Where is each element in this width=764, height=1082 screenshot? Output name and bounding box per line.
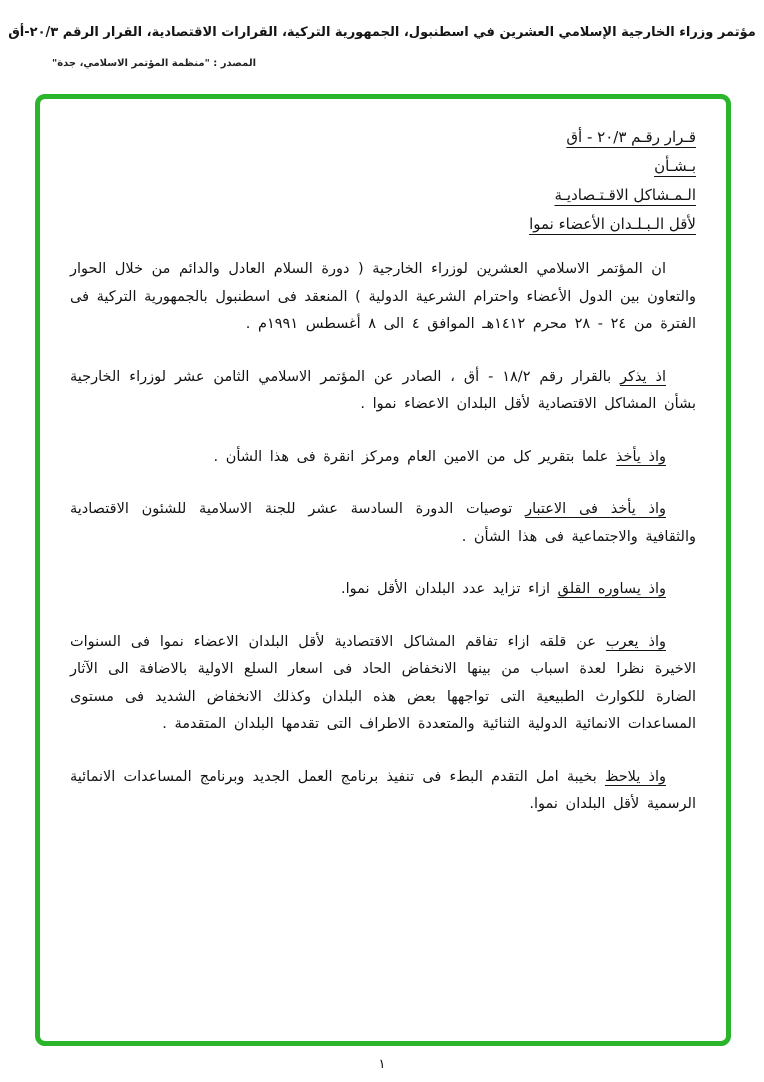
- source-line: المصدر : "منظمة المؤتمر الاسلامي، جدة": [52, 58, 257, 69]
- paragraph-text: توصيات الدورة السادسة عشر للجنة الاسلامية للشئون الاقتصادية والثقافية والاجتماعية فى هذا الشأن .: [70, 501, 696, 545]
- resolution-title-block: [232, 123, 696, 238]
- resolution-number-line: قـرار رقـم ٢٠/٣ - أق: [566, 128, 696, 146]
- document-frame: [35, 94, 731, 1046]
- paragraph-taking-note: [70, 444, 696, 472]
- paragraph-text: ازاء تزايد عدد البلدان الأقل نموا.: [340, 581, 558, 597]
- paragraph-text: عن قلقه ازاء تفاقم المشاكل الاقتصادية لأقل البلدان الاعضاء نموا فى السنوات الاخيرة نظرا لعدة اسباب من بينها الانخفاض الحاد فى اسعار السلع الاولية بالاضافة الى الآثار الضارة للكوارث الطبيعية التى تواجهها بعض هذه البلدان وكذلك الانخفاض الشديد فى مستوى المساعدات الانمائية الدولية الثنائية والمتعددة الاطراف التى تقدمها البلدان المتقدمة .: [70, 633, 696, 732]
- document-header-title: مؤتمر وزراء الخارجية الإسلامي العشرين في اسطنبول، الجمهورية التركية، القرارات الاقتصادية، القرار الرقم ٢٠/٣-أق: [8, 25, 756, 40]
- resolution-body: [70, 256, 696, 819]
- paragraph-expressing-concern: [70, 629, 696, 739]
- paragraph-noting: [70, 764, 696, 819]
- paragraph-preamble: [70, 256, 696, 339]
- resolution-subject-word: بـشـأن: [654, 157, 696, 175]
- paragraph-lead: واذ يأخذ فى الاعتبار: [525, 501, 666, 517]
- resolution-beneficiary-line: لأقل الـبـلـدان الأعضاء نموا: [529, 215, 696, 233]
- paragraph-lead: واذ يعرب: [605, 633, 666, 650]
- paragraph-lead: واذ يلاحظ: [604, 768, 666, 785]
- paragraph-text: علما بتقرير كل من الامين العام ومركز انقرة فى هذا الشأن .: [213, 448, 616, 465]
- paragraph-considering: [70, 496, 696, 551]
- page-number: ١: [378, 1057, 386, 1072]
- paragraph-text: بالقرار رقم ١٨/٢ - أق ، الصادر عن المؤتمر الاسلامي الثامن عشر لوزراء الخارجية بشأن المشاكل الاقتصادية لأقل البلدان الاعضاء نموا .: [70, 368, 696, 412]
- paragraph-text: ان المؤتمر الاسلامي العشرين لوزراء الخارجية ( دورة السلام العادل والدائم من خلال الحوار والتعاون بين الدول الأعضاء واحترام الشرعية الدولية ) المنعقد فى اسطنبول بالجمهورية التركية فى الفترة من ٢٤ - ٢٨ محرم ١٤١٢هـ الموافق ٤ الى ٨ أغسطس ١٩٩١م .: [70, 261, 696, 332]
- paragraph-concerned: [70, 576, 696, 604]
- resolution-topic-line: الـمـشاكل الاقـتـصاديـة: [554, 186, 696, 204]
- paragraph-recalling: [70, 364, 696, 419]
- paragraph-lead: واذ يساوره القلق: [557, 581, 666, 597]
- paragraph-text: بخيبة امل التقدم البطء فى تنفيذ برنامج العمل الجديد وبرنامج المساعدات الانمائية الرسمية لأقل البلدان نموا.: [70, 768, 696, 812]
- paragraph-lead: اذ يذكر: [620, 368, 666, 385]
- paragraph-lead: واذ يأخذ: [615, 448, 666, 465]
